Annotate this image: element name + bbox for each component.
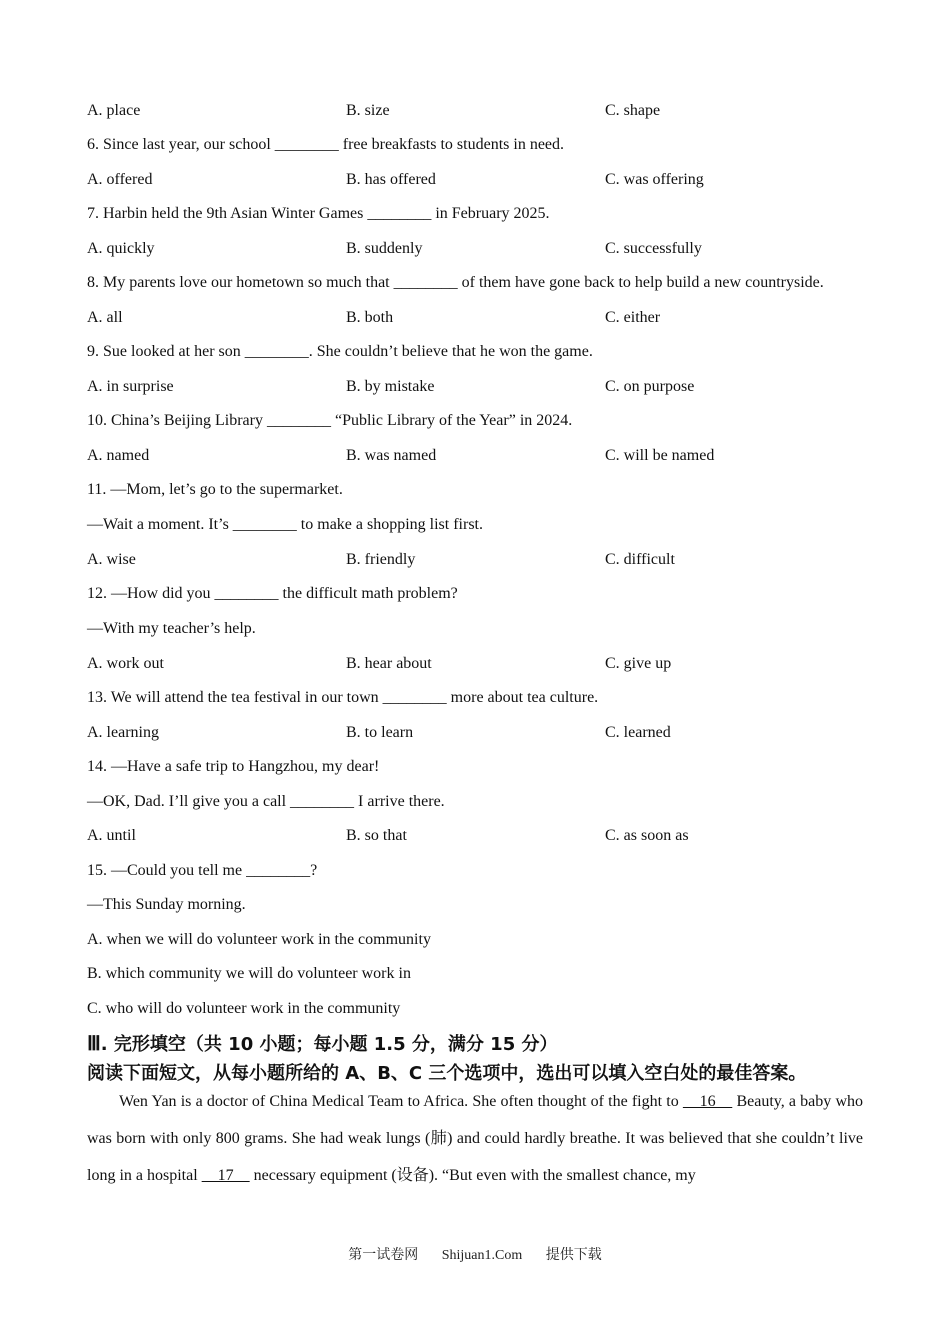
q15-option-c: C. who will do volunteer work in the community: [87, 1000, 401, 1017]
footer-site-url: Shijuan1.Com: [441, 1248, 523, 1263]
q13-stem: 13. We will attend the tea festival in our town ________ more about tea culture.: [87, 689, 599, 706]
q8-option-a: A. all: [87, 309, 123, 326]
q15-option-a: A. when we will do volunteer work in the community: [87, 931, 431, 948]
passage-part2: Beauty, a baby who was born with only 800 grams. She had weak lungs (肺) and could hardly breathe. It was believed that she couldn’t live long in a hospital: [87, 1093, 863, 1184]
q5-option-c: C. shape: [605, 102, 661, 119]
q10-option-c: C. will be named: [605, 447, 715, 464]
q11-option-c: C. difficult: [605, 551, 675, 568]
q9-stem: 9. Sue looked at her son ________. She couldn’t believe that he won the game.: [87, 343, 593, 360]
footer-site-name: 第一试卷网: [348, 1248, 419, 1263]
q14-stem-line1: 14. —Have a safe trip to Hangzhou, my dear!: [87, 758, 380, 775]
q12-option-a: A. work out: [87, 655, 164, 672]
section-title-text: . 完形填空（共 10 小题；每小题 1.5 分，满分 15 分）: [100, 1034, 558, 1055]
q11-stem-line1: 11. —Mom, let’s go to the supermarket.: [87, 481, 343, 498]
blank-16: 16: [682, 1093, 733, 1110]
q12-stem-line1: 12. —How did you ________ the difficult math problem?: [87, 585, 458, 602]
passage-part3: necessary equipment (设备). “But even with the smallest chance, my: [249, 1167, 696, 1184]
q5-option-b: B. size: [346, 102, 390, 119]
q5-option-a: A. place: [87, 102, 141, 119]
q8-stem: 8. My parents love our hometown so much that ________ of them have gone back to help build a new countryside.: [87, 274, 824, 291]
q7-option-c: C. successfully: [605, 240, 702, 257]
q10-stem: 10. China’s Beijing Library ________ “Public Library of the Year” in 2024.: [87, 412, 573, 429]
q9-option-a: A. in surprise: [87, 378, 174, 395]
q9-option-b: B. by mistake: [346, 378, 435, 395]
q6-option-b: B. has offered: [346, 171, 436, 188]
q7-stem: 7. Harbin held the 9th Asian Winter Games ________ in February 2025.: [87, 205, 550, 222]
q12-stem-line2: —With my teacher’s help.: [87, 620, 256, 637]
q9-option-c: C. on purpose: [605, 378, 695, 395]
q15-stem-line1: 15. —Could you tell me ________?: [87, 862, 318, 879]
q12-option-b: B. hear about: [346, 655, 432, 672]
page-footer: [0, 1247, 950, 1265]
q8-option-c: C. either: [605, 309, 661, 326]
q7-option-b: B. suddenly: [346, 240, 423, 257]
q14-stem-line2: —OK, Dad. I’ll give you a call ________ I arrive there.: [87, 793, 445, 810]
q8-option-b: B. both: [346, 309, 394, 326]
q6-stem: 6. Since last year, our school ________ free breakfasts to students in need.: [87, 136, 565, 153]
section-title: [87, 1033, 557, 1056]
q11-option-b: B. friendly: [346, 551, 416, 568]
q6-option-c: C. was offering: [605, 171, 704, 188]
q15-stem-line2: —This Sunday morning.: [87, 896, 246, 913]
q7-option-a: A. quickly: [87, 240, 155, 257]
q14-option-c: C. as soon as: [605, 827, 689, 844]
footer-download-text: 提供下载: [545, 1248, 602, 1263]
q11-stem-line2: —Wait a moment. It’s ________ to make a shopping list first.: [87, 516, 483, 533]
section-instruction: 阅读下面短文，从每小题所给的 A、B、C 三个选项中，选出可以填入空白处的最佳答案。: [87, 1063, 807, 1084]
q14-option-a: A. until: [87, 827, 136, 844]
cloze-passage: [87, 1083, 863, 1194]
section-numeral: Ⅲ: [87, 1033, 101, 1055]
q15-option-b: B. which community we will do volunteer work in: [87, 965, 411, 982]
q6-option-a: A. offered: [87, 171, 153, 188]
passage-part1: Wen Yan is a doctor of China Medical Team to Africa. She often thought of the fight to: [119, 1093, 683, 1110]
q10-option-b: B. was named: [346, 447, 437, 464]
q12-option-c: C. give up: [605, 655, 672, 672]
q13-option-a: A. learning: [87, 724, 159, 741]
q13-option-c: C. learned: [605, 724, 671, 741]
blank-17: 17: [201, 1167, 250, 1184]
q13-option-b: B. to learn: [346, 724, 414, 741]
q14-option-b: B. so that: [346, 827, 407, 844]
q10-option-a: A. named: [87, 447, 150, 464]
q11-option-a: A. wise: [87, 551, 136, 568]
